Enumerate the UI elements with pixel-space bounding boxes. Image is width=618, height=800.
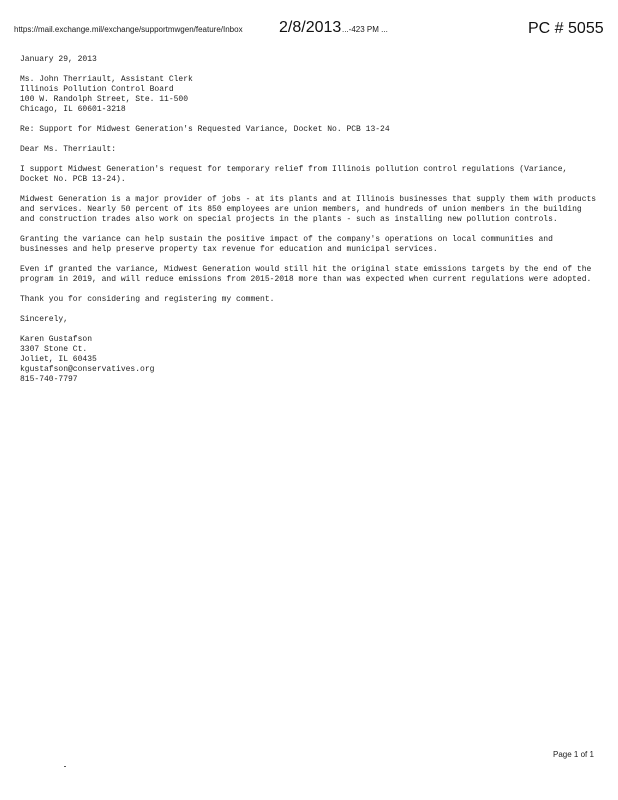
paragraph: Midwest Generation is a major provider of jobs - at its plants and at Illinois businesses that supply them with products and services. Nearly 50 percent of its 850 employees are union members, and hundreds of union members in the building and construction trades also work on special projects in the plants - such as installing new pollution controls. <box>20 195 597 224</box>
recipient-line: Ms. John Therriault, Assistant Clerk <box>20 75 193 84</box>
letter-body <box>20 55 598 385</box>
signature-address: 3307 Stone Ct. <box>20 345 88 354</box>
signature-phone: 815-740-7797 <box>20 375 78 384</box>
fax-date: 2/8/2013 <box>279 19 342 36</box>
header-subject-fragment: ...-423 PM ... <box>342 25 388 34</box>
signature-email: kgustafson@conservatives.org <box>20 365 155 374</box>
signature-name: Karen Gustafson <box>20 335 93 344</box>
paragraph: I support Midwest Generation's request for temporary relief from Illinois pollution control regulations (Variance, Docket No. PCB 13-24). <box>20 165 568 184</box>
re-line: Re: Support for Midwest Generation's Requested Variance, Docket No. PCB 13-24 <box>20 125 390 134</box>
scan-speck <box>64 766 66 767</box>
salutation: Dear Ms. Therriault: <box>20 145 117 154</box>
pc-number: PC # 5055 <box>528 20 604 37</box>
header-url: https://mail.exchange.mil/exchange/supportmwgen/feature/Inbox <box>14 25 243 34</box>
paragraph: Granting the variance can help sustain the positive impact of the company's operations on local communities and businesses and help preserve property tax revenue for education and municipal services. <box>20 235 553 254</box>
closing: Sincerely, <box>20 315 69 324</box>
recipient-line: 100 W. Randolph Street, Ste. 11-500 <box>20 95 189 104</box>
recipient-line: Chicago, IL 60601-3218 <box>20 105 126 114</box>
paragraph: Even if granted the variance, Midwest Generation would still hit the original state emissions targets by the end of the program in 2019, and will reduce emissions from 2015-2018 more than was expected when current regulations were adopted. <box>20 265 592 284</box>
signature-city: Joliet, IL 60435 <box>20 355 97 364</box>
page-number: Page 1 of 1 <box>553 750 594 759</box>
paragraph: Thank you for considering and registering my comment. <box>20 295 275 304</box>
letter-date: January 29, 2013 <box>20 55 97 64</box>
recipient-line: Illinois Pollution Control Board <box>20 85 174 94</box>
